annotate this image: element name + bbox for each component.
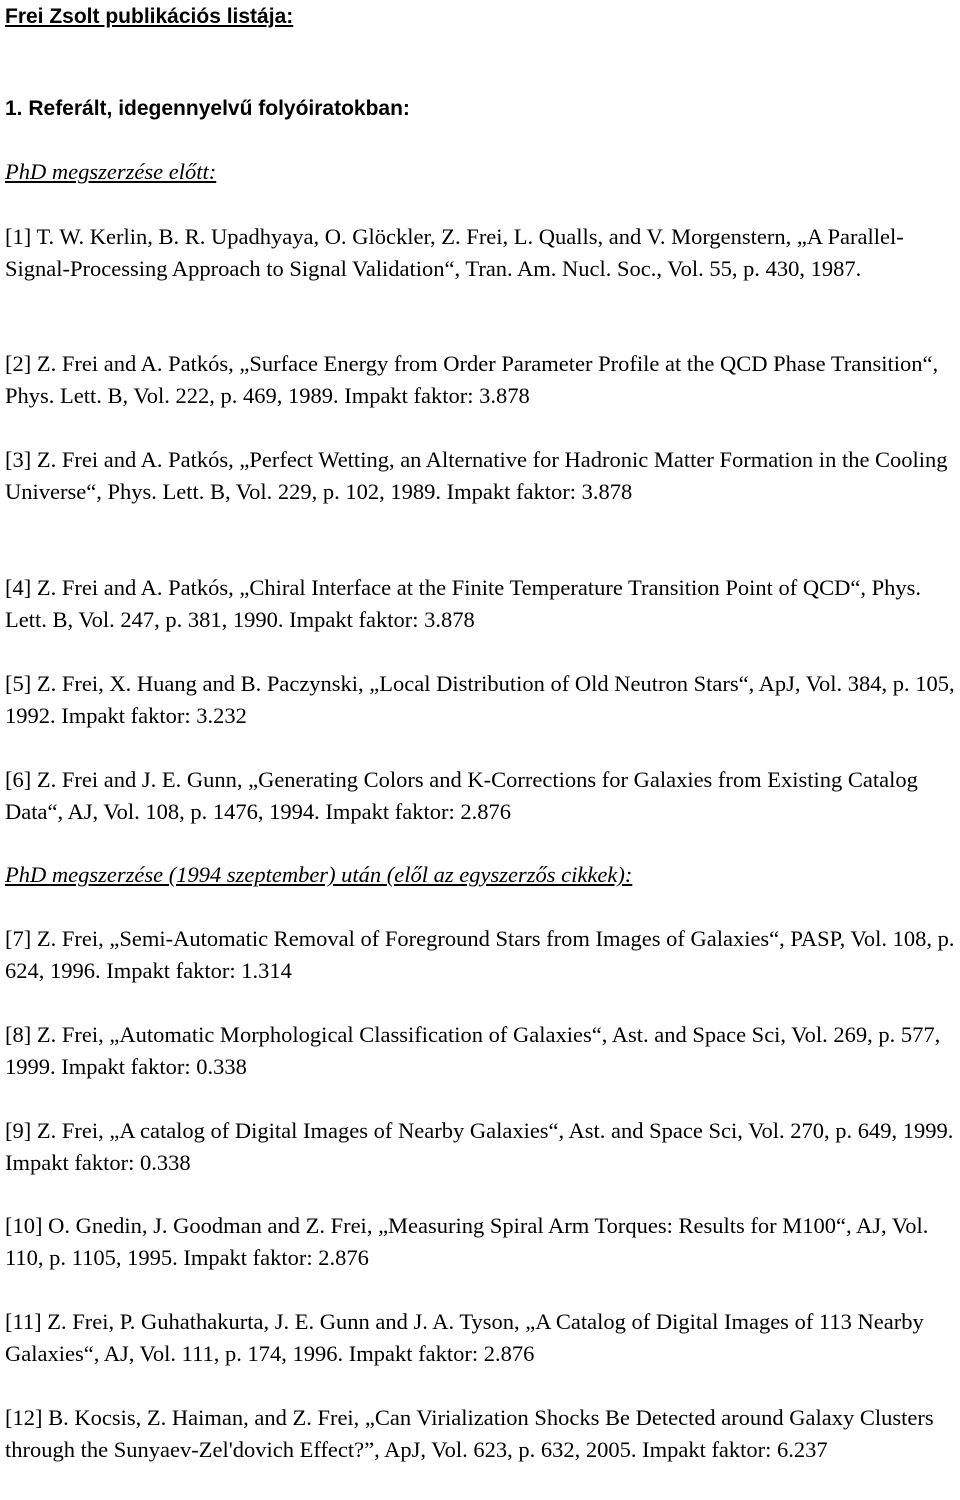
publication-entry-8: [8] Z. Frei, „Automatic Morphological Classification of Galaxies“, Ast. and Space Sci, Vol. 269, p. 577, 1999. Impakt faktor: 0.338 xyxy=(5,1022,941,1079)
publication-entry-4: [4] Z. Frei and A. Patkós, „Chiral Interface at the Finite Temperature Transition Point of QCD“, Phys. Lett. B, Vol. 247, p. 381, 1990. Impakt faktor: 3.878 xyxy=(5,575,921,632)
publication-entry-11: [11] Z. Frei, P. Guhathakurta, J. E. Gunn and J. A. Tyson, „A Catalog of Digital Images of 113 Nearby Galaxies“, AJ, Vol. 111, p. 174, 1996. Impakt faktor: 2.876 xyxy=(5,1309,924,1366)
publication-entry-12: [12] B. Kocsis, Z. Haiman, and Z. Frei, „Can Virialization Shocks Be Detected around Galaxy Clusters through the Sunyaev-Zel'dovich Effect?”, ApJ, Vol. 623, p. 632, 2005. Impakt faktor: 6.237 xyxy=(5,1405,934,1462)
publication-entry-2: [2] Z. Frei and A. Patkós, „Surface Energy from Order Parameter Profile at the QCD Phase Transition“, Phys. Lett. B, Vol. 222, p. 469, 1989. Impakt faktor: 3.878 xyxy=(5,351,939,408)
publication-entry-7: [7] Z. Frei, „Semi-Automatic Removal of Foreground Stars from Images of Galaxies“, PASP, Vol. 108, p. 624, 1996. Impakt faktor: 1.314 xyxy=(5,926,955,983)
subheading-before-phd: PhD megszerzése előtt: xyxy=(5,159,217,184)
subheading-after-phd: PhD megszerzése (1994 szeptember) után (elől az egyszerzős cikkek): xyxy=(5,862,633,887)
publication-entry-10: [10] O. Gnedin, J. Goodman and Z. Frei, „Measuring Spiral Arm Torques: Results for M100“, AJ, Vol. 110, p. 1105, 1995. Impakt faktor: 2.876 xyxy=(5,1213,929,1270)
publication-entry-5: [5] Z. Frei, X. Huang and B. Paczynski, „Local Distribution of Old Neutron Stars“, ApJ, Vol. 384, p. 105, 1992. Impakt faktor: 3.232 xyxy=(5,671,955,728)
section-heading-refereed-journals: 1. Referált, idegennyelvű folyóiratokban: xyxy=(5,97,410,120)
page-title: Frei Zsolt publikációs listája: xyxy=(5,5,294,28)
publication-entry-1: [1] T. W. Kerlin, B. R. Upadhyaya, O. Glöckler, Z. Frei, L. Qualls, and V. Morgenstern, „A Parallel-Signal-Processing Approach to Signal Validation“, Tran. Am. Nucl. Soc., Vol. 55, p. 430, 1987. xyxy=(5,224,904,281)
publication-entry-3: [3] Z. Frei and A. Patkós, „Perfect Wetting, an Alternative for Hadronic Matter Formation in the Cooling Universe“, Phys. Lett. B, Vol. 229, p. 102, 1989. Impakt faktor: 3.878 xyxy=(5,447,948,504)
publication-entry-6: [6] Z. Frei and J. E. Gunn, „Generating Colors and K-Corrections for Galaxies from Existing Catalog Data“, AJ, Vol. 108, p. 1476, 1994. Impakt faktor: 2.876 xyxy=(5,767,918,824)
publication-entry-9: [9] Z. Frei, „A catalog of Digital Images of Nearby Galaxies“, Ast. and Space Sci, Vol. 270, p. 649, 1999. Impakt faktor: 0.338 xyxy=(5,1118,954,1175)
